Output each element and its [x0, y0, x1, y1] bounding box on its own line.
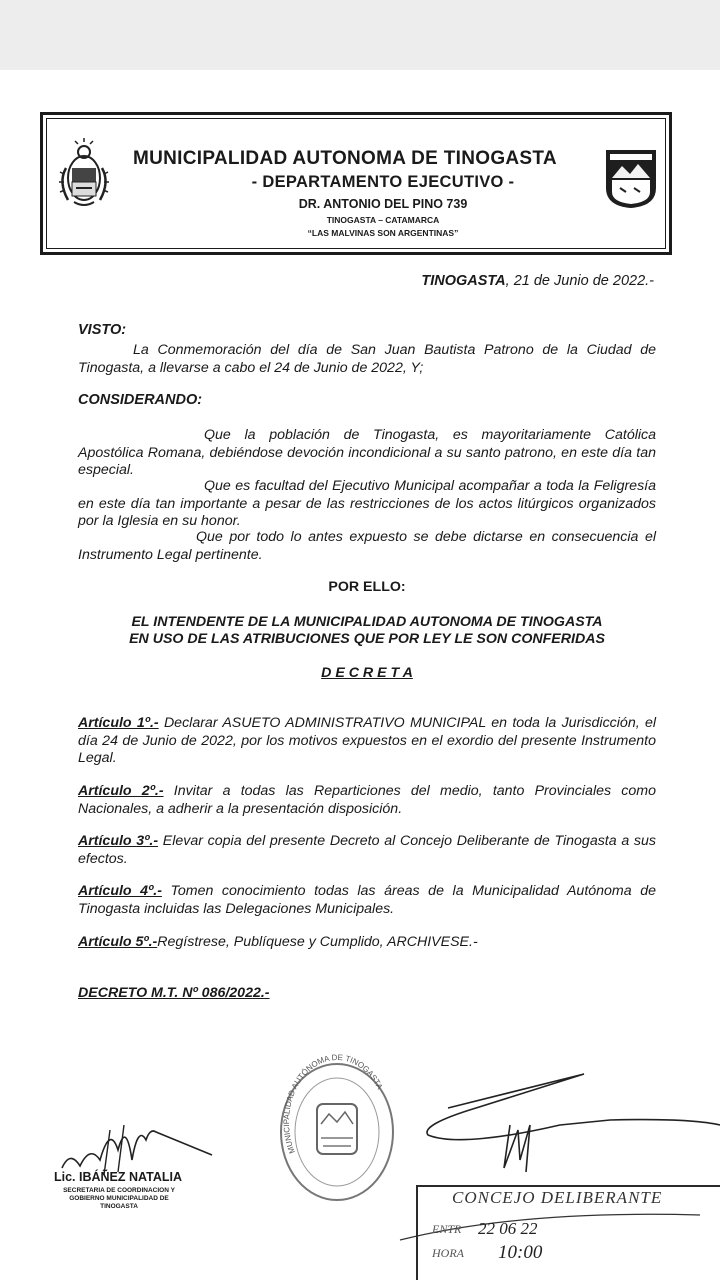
catamarca-coat-of-arms-icon: [56, 138, 112, 210]
letterhead-city: TINOGASTA – CATAMARCA: [326, 215, 440, 225]
considerando-paragraph-1: Que la población de Tinogasta, es mayoritariamente Católica Apostólica Romana, debiéndose devoción incondicional a su santo patrono, en este día tan especial.: [78, 427, 656, 478]
stamp-title: CONCEJO DELIBERANTE: [452, 1188, 663, 1207]
letterhead-subtitle: - DEPARTAMENTO EJECUTIVO -: [251, 173, 515, 191]
article-4-text: Tomen conocimiento todas las áreas de la Municipalidad Autónoma de Tinogasta incluidas las Delegaciones Municipales.: [78, 883, 657, 917]
article-2: [78, 783, 656, 818]
intendente-line-1: EL INTENDENTE DE LA MUNICIPALIDAD AUTONOMA DE TINOGASTA: [131, 614, 603, 630]
municipal-seal-icon: [279, 1052, 395, 1202]
stamp-entry-label: ENTR: [432, 1222, 462, 1236]
letterhead-frame: [40, 112, 672, 255]
visto-text: La Conmemoración del día de San Juan Bautista Patrono de la Ciudad de Tinogasta, a llevarse a cabo el 24 de Junio de 2022, Y;: [78, 342, 656, 376]
article-5-text: Regístrese, Publíquese y Cumplido, ARCHIVESE.-: [157, 934, 478, 950]
article-3-key: Artículo 3º.-: [78, 833, 159, 849]
article-3-text: Elevar copia del presente Decreto al Concejo Deliberante de Tinogasta a sus efectos.: [78, 833, 657, 867]
intendente-line-2: EN USO DE LAS ATRIBUCIONES QUE POR LEY LE SON CONFERIDAS: [129, 631, 605, 647]
document-date: [421, 273, 654, 289]
screen-top-bar: [0, 0, 720, 70]
letterhead-address: DR. ANTONIO DEL PINO 739: [298, 197, 468, 211]
date-rest: , 21 de Junio de 2022.-: [505, 273, 654, 289]
article-5-key: Artículo 5º.-: [78, 934, 158, 950]
signatory-role: SECRETARIA DE COORDINACION Y GOBIERNO MUNICIPALIDAD DE TINOGASTA: [63, 1187, 175, 1210]
article-1-text: Declarar ASUETO ADMINISTRATIVO MUNICIPAL en toda la Jurisdicción, el día 24 de Junio de 2022, por los motivos expuestos en el exordio del presente Instrumento Legal.: [78, 715, 656, 766]
considerando-label: CONSIDERANDO:: [78, 392, 203, 408]
article-2-key: Artículo 2º.-: [78, 783, 164, 799]
signatory-name: Lic. IBÁÑEZ NATALIA: [54, 1170, 183, 1184]
seal-text: MUNICIPALIDAD AUTÓNOMA DE TINOGASTA: [281, 1052, 385, 1155]
article-4: [78, 883, 656, 918]
considerando-paragraph-2: Que es facultad del Ejecutivo Municipal acompañar a toda la Feligresía en este día tan importante a pesar de las restricciones de los actos litúrgicos organizados por la Iglesia en su honor.: [78, 478, 656, 529]
letterhead-title: MUNICIPALIDAD AUTONOMA DE TINOGASTA: [133, 148, 557, 169]
visto-label: VISTO:: [78, 322, 127, 338]
letterhead-motto: “LAS MALVINAS SON ARGENTINAS”: [307, 228, 459, 238]
por-ello-heading: POR ELLO:: [328, 579, 406, 595]
stamp-hour-label: HORA: [432, 1246, 464, 1260]
article-3: [78, 833, 656, 868]
stamp-entry-date: 22 06 22: [478, 1219, 538, 1238]
stamp-hour-value: 10:00: [498, 1242, 543, 1263]
article-1-key: Artículo 1º.-: [78, 715, 159, 731]
decreta-heading: D E C R E T A: [321, 665, 413, 681]
article-1: [78, 715, 656, 768]
considerando-paragraph-3: Que por todo lo antes expuesto se debe dictarse en consecuencia el Instrumento Legal pertinente.: [78, 529, 656, 563]
article-4-key: Artículo 4º.-: [78, 883, 162, 899]
tinogasta-shield-icon: [604, 148, 658, 210]
article-5: [78, 934, 656, 952]
date-place: TINOGASTA: [421, 273, 506, 289]
article-2-text: Invitar a todas las Reparticiones del medio, tanto Provinciales como Nacionales, a adherir a la presentación disposición.: [78, 783, 656, 817]
decreto-number: DECRETO M.T. Nº 086/2022.-: [78, 985, 270, 1001]
